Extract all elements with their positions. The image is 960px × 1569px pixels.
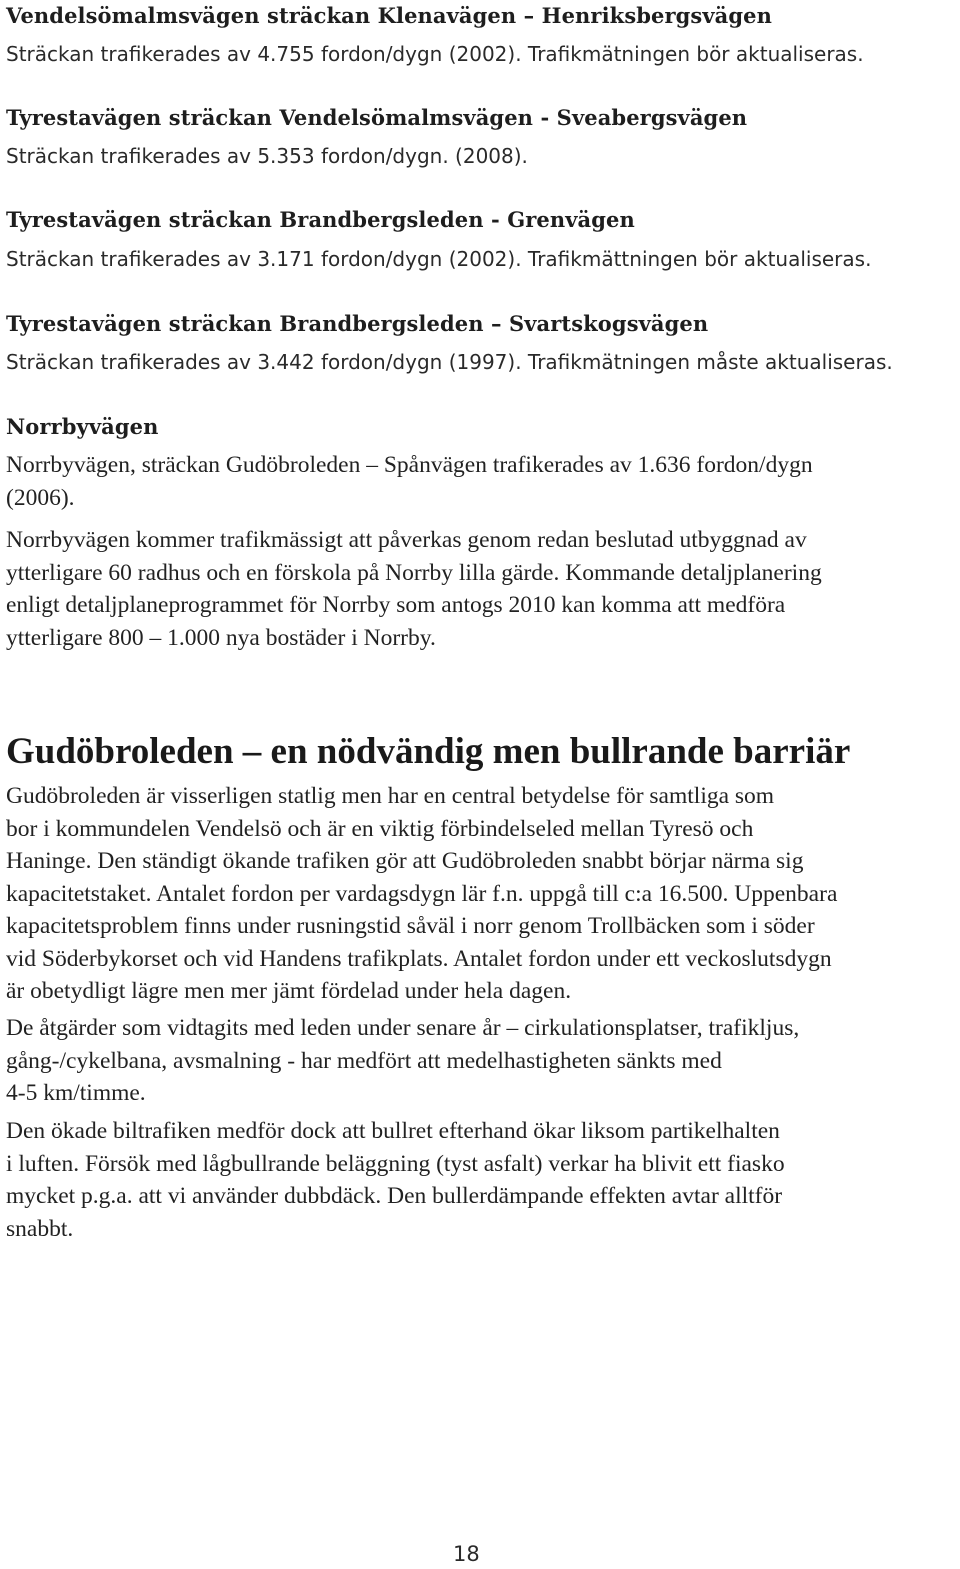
norrbyvagen-paragraph-1 [6,449,813,514]
gudobroleden-paragraph-3 [6,1115,785,1245]
norrbyvagen-paragraph-2 [6,524,822,654]
paragraph-line: ytterligare 60 radhus och en förskola på Norrby lilla gärde. Kommande detaljplanering [6,559,822,586]
section-heading-tyrestavagen-grenvagen: Tyrestavägen sträckan Brandbergsleden - Grenvägen [6,207,635,232]
section-text-tyrestavagen-grenvagen: Sträckan trafikerades av 3.171 fordon/dygn (2002). Trafikmättningen bör aktualiseras. [6,247,872,271]
paragraph-line: Den ökade biltrafiken medför dock att bullret efterhand ökar liksom partikelhalten [6,1118,780,1144]
paragraph-line: kapacitetsproblem finns under rusningstid såväl i norr genom Trollbäcken som i söder [6,913,815,939]
paragraph-line: i luften. Försök med lågbullrande beläggning (tyst asfalt) verkar ha blivit ett fiasko [6,1150,785,1177]
paragraph-line: gång-/cykelbana, avsmalning - har medfört att medelhastigheten sänkts med [6,1047,722,1074]
paragraph-line: är obetydligt lägre men mer jämt fördelad under hela dagen. [6,978,572,1004]
section-text-tyrestavagen-svartskogsvagen: Sträckan trafikerades av 3.442 fordon/dygn (1997). Trafikmätningen måste aktualiseras. [6,350,893,374]
paragraph-line: ytterligare 800 – 1.000 nya bostäder i Norrby. [6,624,436,651]
paragraph-line: Haninge. Den ständigt ökande trafiken gör att Gudöbroleden snabbt börjar närma sig [6,848,804,874]
paragraph-line: (2006). [6,484,75,511]
paragraph-line: vid Söderbykorset och vid Handens trafikplats. Antalet fordon under ett veckoslutsdygn [6,945,832,972]
paragraph-line: bor i kommundelen Vendelsö och är en viktig förbindelseled mellan Tyresö och [6,815,754,842]
gudobroleden-title: Gudöbroleden – en nödvändig men bullrande barriär [6,731,851,772]
section-heading-vendelsomalmsvagen: Vendelsömalmsvägen sträckan Klenavägen – Henriksbergsvägen [6,3,772,28]
gudobroleden-paragraph-1 [6,780,837,1008]
paragraph-line: De åtgärder som vidtagits med leden under senare år – cirkulationsplatser, trafikljus, [6,1015,800,1041]
paragraph-line: kapacitetstaket. Antalet fordon per vardagsdygn lär f.n. uppgå till c:a 16.500. Uppenbara [6,880,838,907]
section-heading-tyrestavagen-sveabergsvagen: Tyrestavägen sträckan Vendelsömalmsvägen - Sveabergsvägen [6,105,748,130]
gudobroleden-paragraph-2 [6,1012,799,1110]
paragraph-line: Norrbyvägen kommer trafikmässigt att påverkas genom redan beslutad utbyggnad av [6,527,807,553]
paragraph-line: Gudöbroleden är visserligen statlig men har en central betydelse för samtliga som [6,783,775,809]
paragraph-line: snabbt. [6,1215,74,1242]
paragraph-line: enligt detaljplaneprogrammet för Norrby som antogs 2010 kan komma att medföra [6,592,786,618]
norrbyvagen-heading: Norrbyvägen [6,414,159,439]
section-text-vendelsomalmsvagen: Sträckan trafikerades av 4.755 fordon/dygn (2002). Trafikmätningen bör aktualiseras. [6,42,864,66]
paragraph-line: Norrbyvägen, sträckan Gudöbroleden – Spånvägen trafikerades av 1.636 fordon/dygn [6,452,813,478]
paragraph-line: 4-5 km/timme. [6,1080,146,1106]
section-heading-tyrestavagen-svartskogsvagen: Tyrestavägen sträckan Brandbergsleden – Svartskogsvägen [6,311,709,336]
section-text-tyrestavagen-sveabergsvagen: Sträckan trafikerades av 5.353 fordon/dygn. (2008). [6,144,528,168]
page-number: 18 [453,1542,480,1566]
paragraph-line: mycket p.g.a. att vi använder dubbdäck. Den bullerdämpande effekten avtar alltför [6,1183,783,1209]
